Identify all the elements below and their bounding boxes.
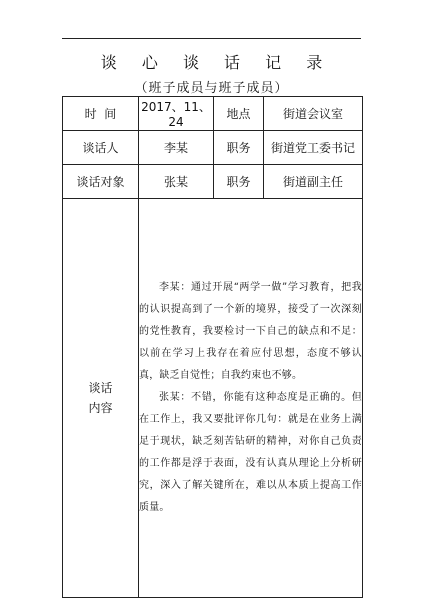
content-row bbox=[63, 199, 363, 598]
time-row bbox=[63, 97, 363, 131]
record-table bbox=[62, 96, 363, 598]
time-value: 2017、11、24 bbox=[139, 97, 214, 131]
time-label: 时 间 bbox=[63, 97, 139, 131]
content-label-cell bbox=[63, 199, 139, 598]
talker-row bbox=[63, 131, 363, 165]
content-label-line1: 谈话 bbox=[88, 381, 113, 395]
talker-value: 李某 bbox=[139, 131, 214, 165]
target-duty-value: 街道副主任 bbox=[264, 165, 363, 199]
talker-duty-value: 街道党工委书记 bbox=[264, 131, 363, 165]
content-paragraph-2: 张某：不错，你能有这种态度是正确的。但在工作上，我又要批评你几句：就是在业务上满足于现状，缺乏刻苦钻研的精神，对你自己负责的工作都是浮于表面，没有认真从理论上分析研究，深入了解关键所在，难以从本质上提高工作质量。 bbox=[139, 392, 362, 513]
place-label: 地点 bbox=[214, 97, 264, 131]
target-value: 张某 bbox=[139, 165, 214, 199]
place-value: 街道会议室 bbox=[264, 97, 363, 131]
talker-label: 谈话人 bbox=[63, 131, 139, 165]
content-paragraph-1: 李某：通过开展“两学一做”学习教育，把我的认识提高到了一个新的境界，接受了一次深刻的党性教育，我要检讨一下自己的缺点和不足：以前在学习上我存在着应付思想，态度不够认真，缺乏自觉性；自我约束也不够。 bbox=[139, 282, 362, 381]
document-subtitle: （班子成员与班子成员） bbox=[134, 81, 289, 96]
talker-duty-label: 职务 bbox=[214, 131, 264, 165]
target-duty-label: 职务 bbox=[214, 165, 264, 199]
content-label-line2: 内容 bbox=[88, 401, 113, 415]
target-label: 谈话对象 bbox=[63, 165, 139, 199]
document-title: 谈 心 谈 话 记 录 bbox=[100, 53, 333, 72]
content-text-cell bbox=[139, 199, 363, 598]
target-row bbox=[63, 165, 363, 199]
top-rule bbox=[62, 38, 361, 39]
